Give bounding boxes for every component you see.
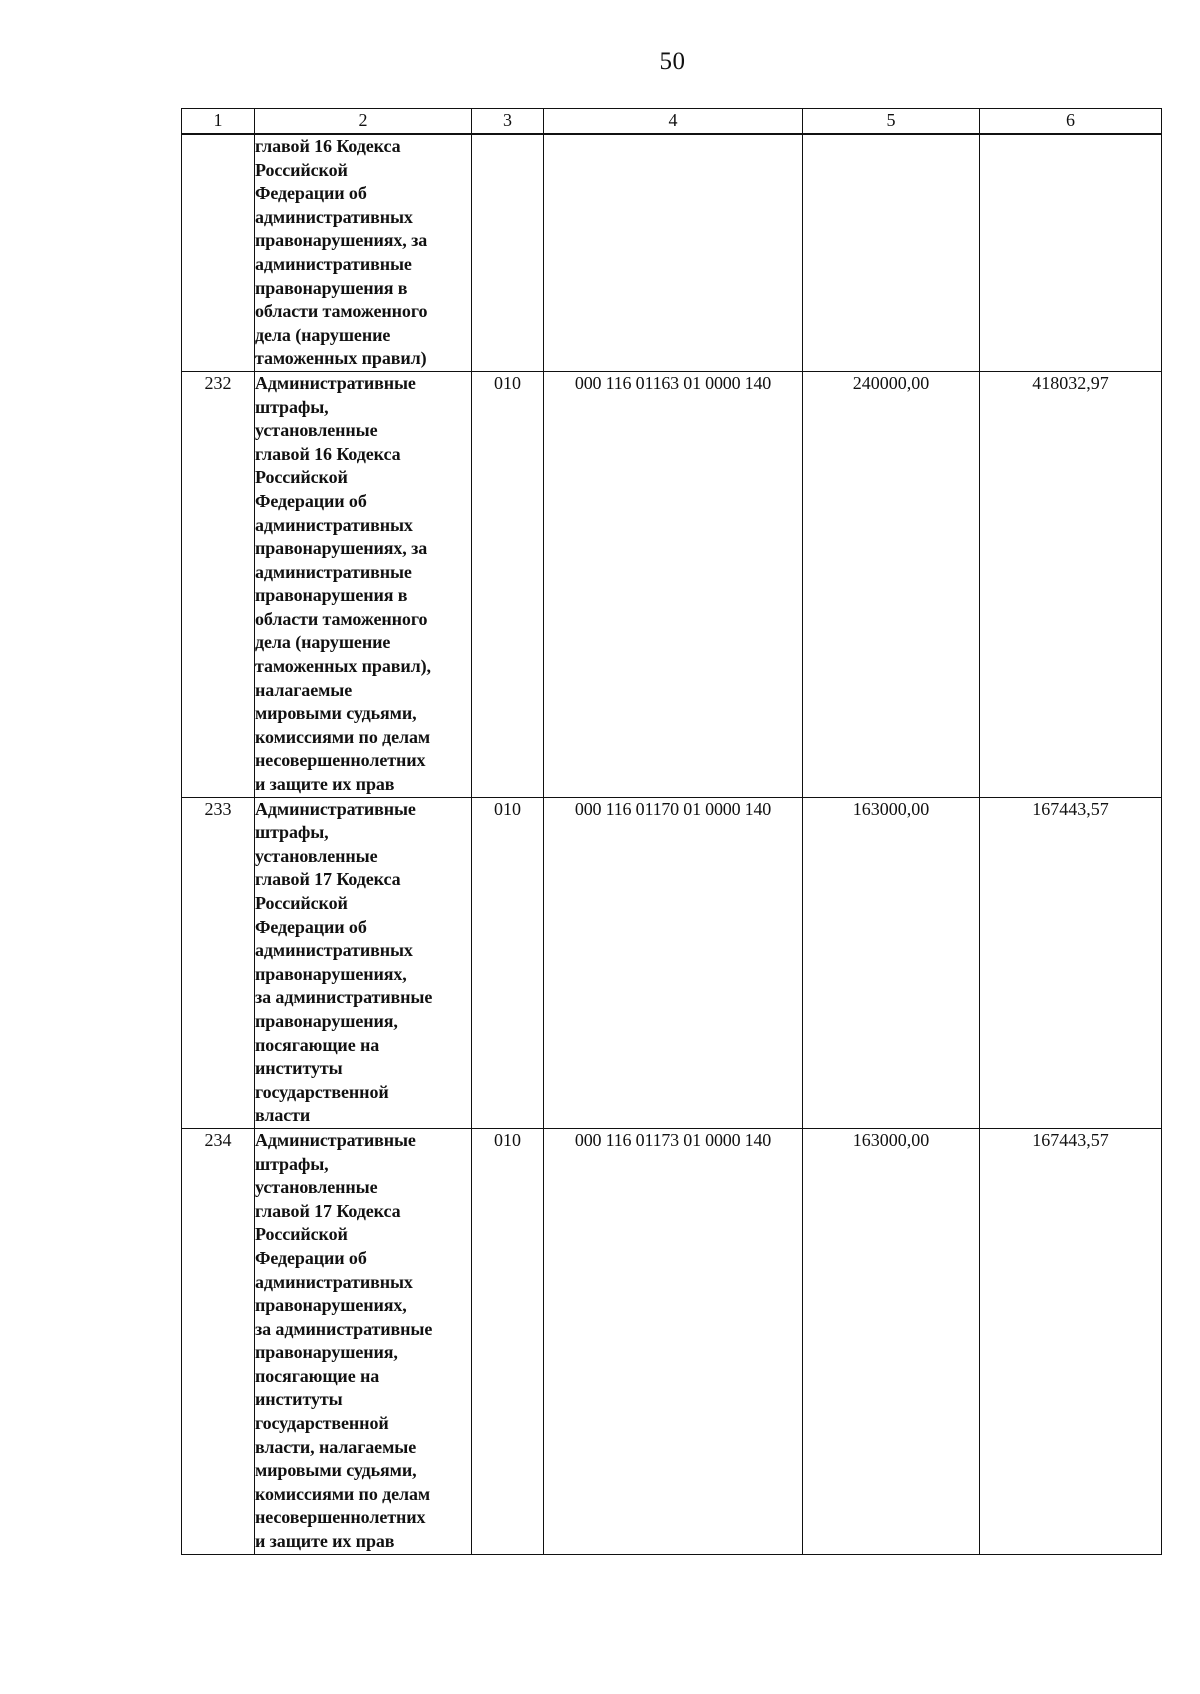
row-planned-amount <box>803 134 980 371</box>
column-header-3: 3 <box>472 109 544 135</box>
row-number: 234 <box>182 1128 255 1554</box>
row-actual-amount <box>980 134 1162 371</box>
row-planned-amount: 163000,00 <box>803 797 980 1128</box>
row-planned-amount: 163000,00 <box>803 1128 980 1554</box>
page-number: 50 <box>659 48 686 75</box>
column-header-4: 4 <box>544 109 803 135</box>
row-description: главой 16 Кодекса Российской Федерации об административных правонарушениях, за административные правонарушения в области таможенного дела (нарушение таможенных правил) <box>255 134 472 371</box>
column-header-1: 1 <box>182 109 255 135</box>
table-row <box>182 371 1162 797</box>
row-budget-code: 000 116 01173 01 0000 140 <box>544 1128 803 1554</box>
row-description: Административные штрафы, установленные главой 16 Кодекса Российской Федерации об административных правонарушениях, за административные правонарушения в области таможенного дела (нарушение таможенных правил), налагаемые мировыми судьями, комиссиями по делам несовершеннолетних и защите их прав <box>255 371 472 797</box>
row-number <box>182 134 255 371</box>
row-admin-code: 010 <box>472 1128 544 1554</box>
table-header-row <box>182 109 1162 135</box>
column-header-2: 2 <box>255 109 472 135</box>
row-description: Административные штрафы, установленные главой 17 Кодекса Российской Федерации об административных правонарушениях, за административные правонарушения, посягающие на институты государственной власти <box>255 797 472 1128</box>
table-row <box>182 134 1162 371</box>
row-actual-amount: 418032,97 <box>980 371 1162 797</box>
income-table <box>181 108 1162 1555</box>
row-budget-code: 000 116 01163 01 0000 140 <box>544 371 803 797</box>
row-admin-code <box>472 134 544 371</box>
row-number: 232 <box>182 371 255 797</box>
row-admin-code: 010 <box>472 797 544 1128</box>
column-header-6: 6 <box>980 109 1162 135</box>
table-row <box>182 797 1162 1128</box>
row-admin-code: 010 <box>472 371 544 797</box>
row-description: Административные штрафы, установленные главой 17 Кодекса Российской Федерации об административных правонарушениях, за административные правонарушения, посягающие на институты государственной власти, налагаемые мировыми судьями, комиссиями по делам несовершеннолетних и защите их прав <box>255 1128 472 1554</box>
table-row <box>182 1128 1162 1554</box>
row-planned-amount: 240000,00 <box>803 371 980 797</box>
row-budget-code <box>544 134 803 371</box>
column-header-5: 5 <box>803 109 980 135</box>
row-actual-amount: 167443,57 <box>980 1128 1162 1554</box>
row-budget-code: 000 116 01170 01 0000 140 <box>544 797 803 1128</box>
row-actual-amount: 167443,57 <box>980 797 1162 1128</box>
row-number: 233 <box>182 797 255 1128</box>
